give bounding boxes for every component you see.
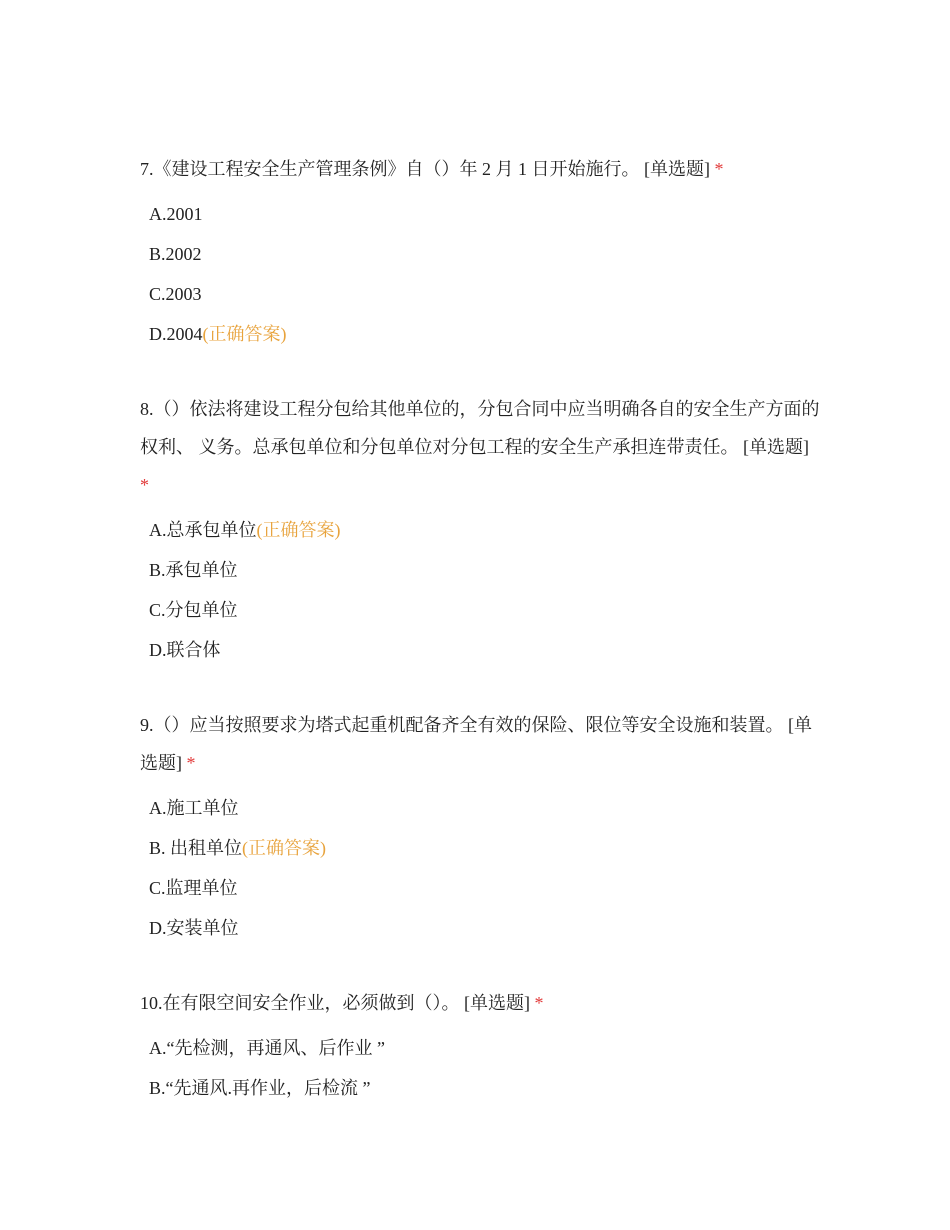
- required-asterisk: *: [534, 993, 544, 1013]
- option-d: D.安装单位: [149, 918, 239, 938]
- option-c: C.2003: [149, 284, 202, 304]
- option-list: [140, 1028, 820, 1108]
- correct-answer-tag: (正确答案): [256, 520, 341, 540]
- question-text: 10.在有限空间安全作业，必须做到（）。 [单选题] *: [140, 993, 544, 1013]
- option-a: A.“先检测，再通风、后作业 ”: [149, 1038, 385, 1058]
- question-8: [140, 390, 820, 670]
- required-asterisk: *: [186, 753, 196, 773]
- option-b: B. 出租单位(正确答案): [149, 838, 327, 858]
- question-7: [140, 150, 820, 354]
- option-list: [140, 510, 820, 670]
- question-text: 8.（）依法将建设工程分包给其他单位的，分包合同中应当明确各自的安全生产方面的权利、 义务。总承包单位和分包单位对分包工程的安全生产承担连带责任。 [单选题] *: [140, 399, 820, 495]
- option-a: A.2001: [149, 204, 203, 224]
- option-c: C.监理单位: [149, 878, 238, 898]
- option-a: A.施工单位: [149, 798, 239, 818]
- option-b: B.承包单位: [149, 560, 238, 580]
- question-list: [140, 150, 820, 1144]
- option-a: A.总承包单位(正确答案): [149, 520, 341, 540]
- option-d: D.2004(正确答案): [149, 324, 287, 344]
- required-asterisk: *: [140, 475, 149, 495]
- option-b: B.2002: [149, 244, 202, 264]
- option-c: C.分包单位: [149, 600, 238, 620]
- option-list: [140, 788, 820, 948]
- correct-answer-tag: (正确答案): [242, 838, 327, 858]
- option-b: B.“先通风.再作业，后检流 ”: [149, 1078, 371, 1098]
- option-d: D.联合体: [149, 640, 221, 660]
- question-10: [140, 984, 820, 1108]
- required-asterisk: *: [714, 159, 724, 179]
- question-9: [140, 706, 820, 948]
- option-list: [140, 194, 820, 354]
- question-text: 7.《建设工程安全生产管理条例》自（）年 2 月 1 日开始施行。 [单选题] *: [140, 159, 724, 179]
- question-text: 9.（）应当按照要求为塔式起重机配备齐全有效的保险、限位等安全设施和装置。 [单选题] *: [140, 715, 812, 773]
- correct-answer-tag: (正确答案): [202, 324, 287, 344]
